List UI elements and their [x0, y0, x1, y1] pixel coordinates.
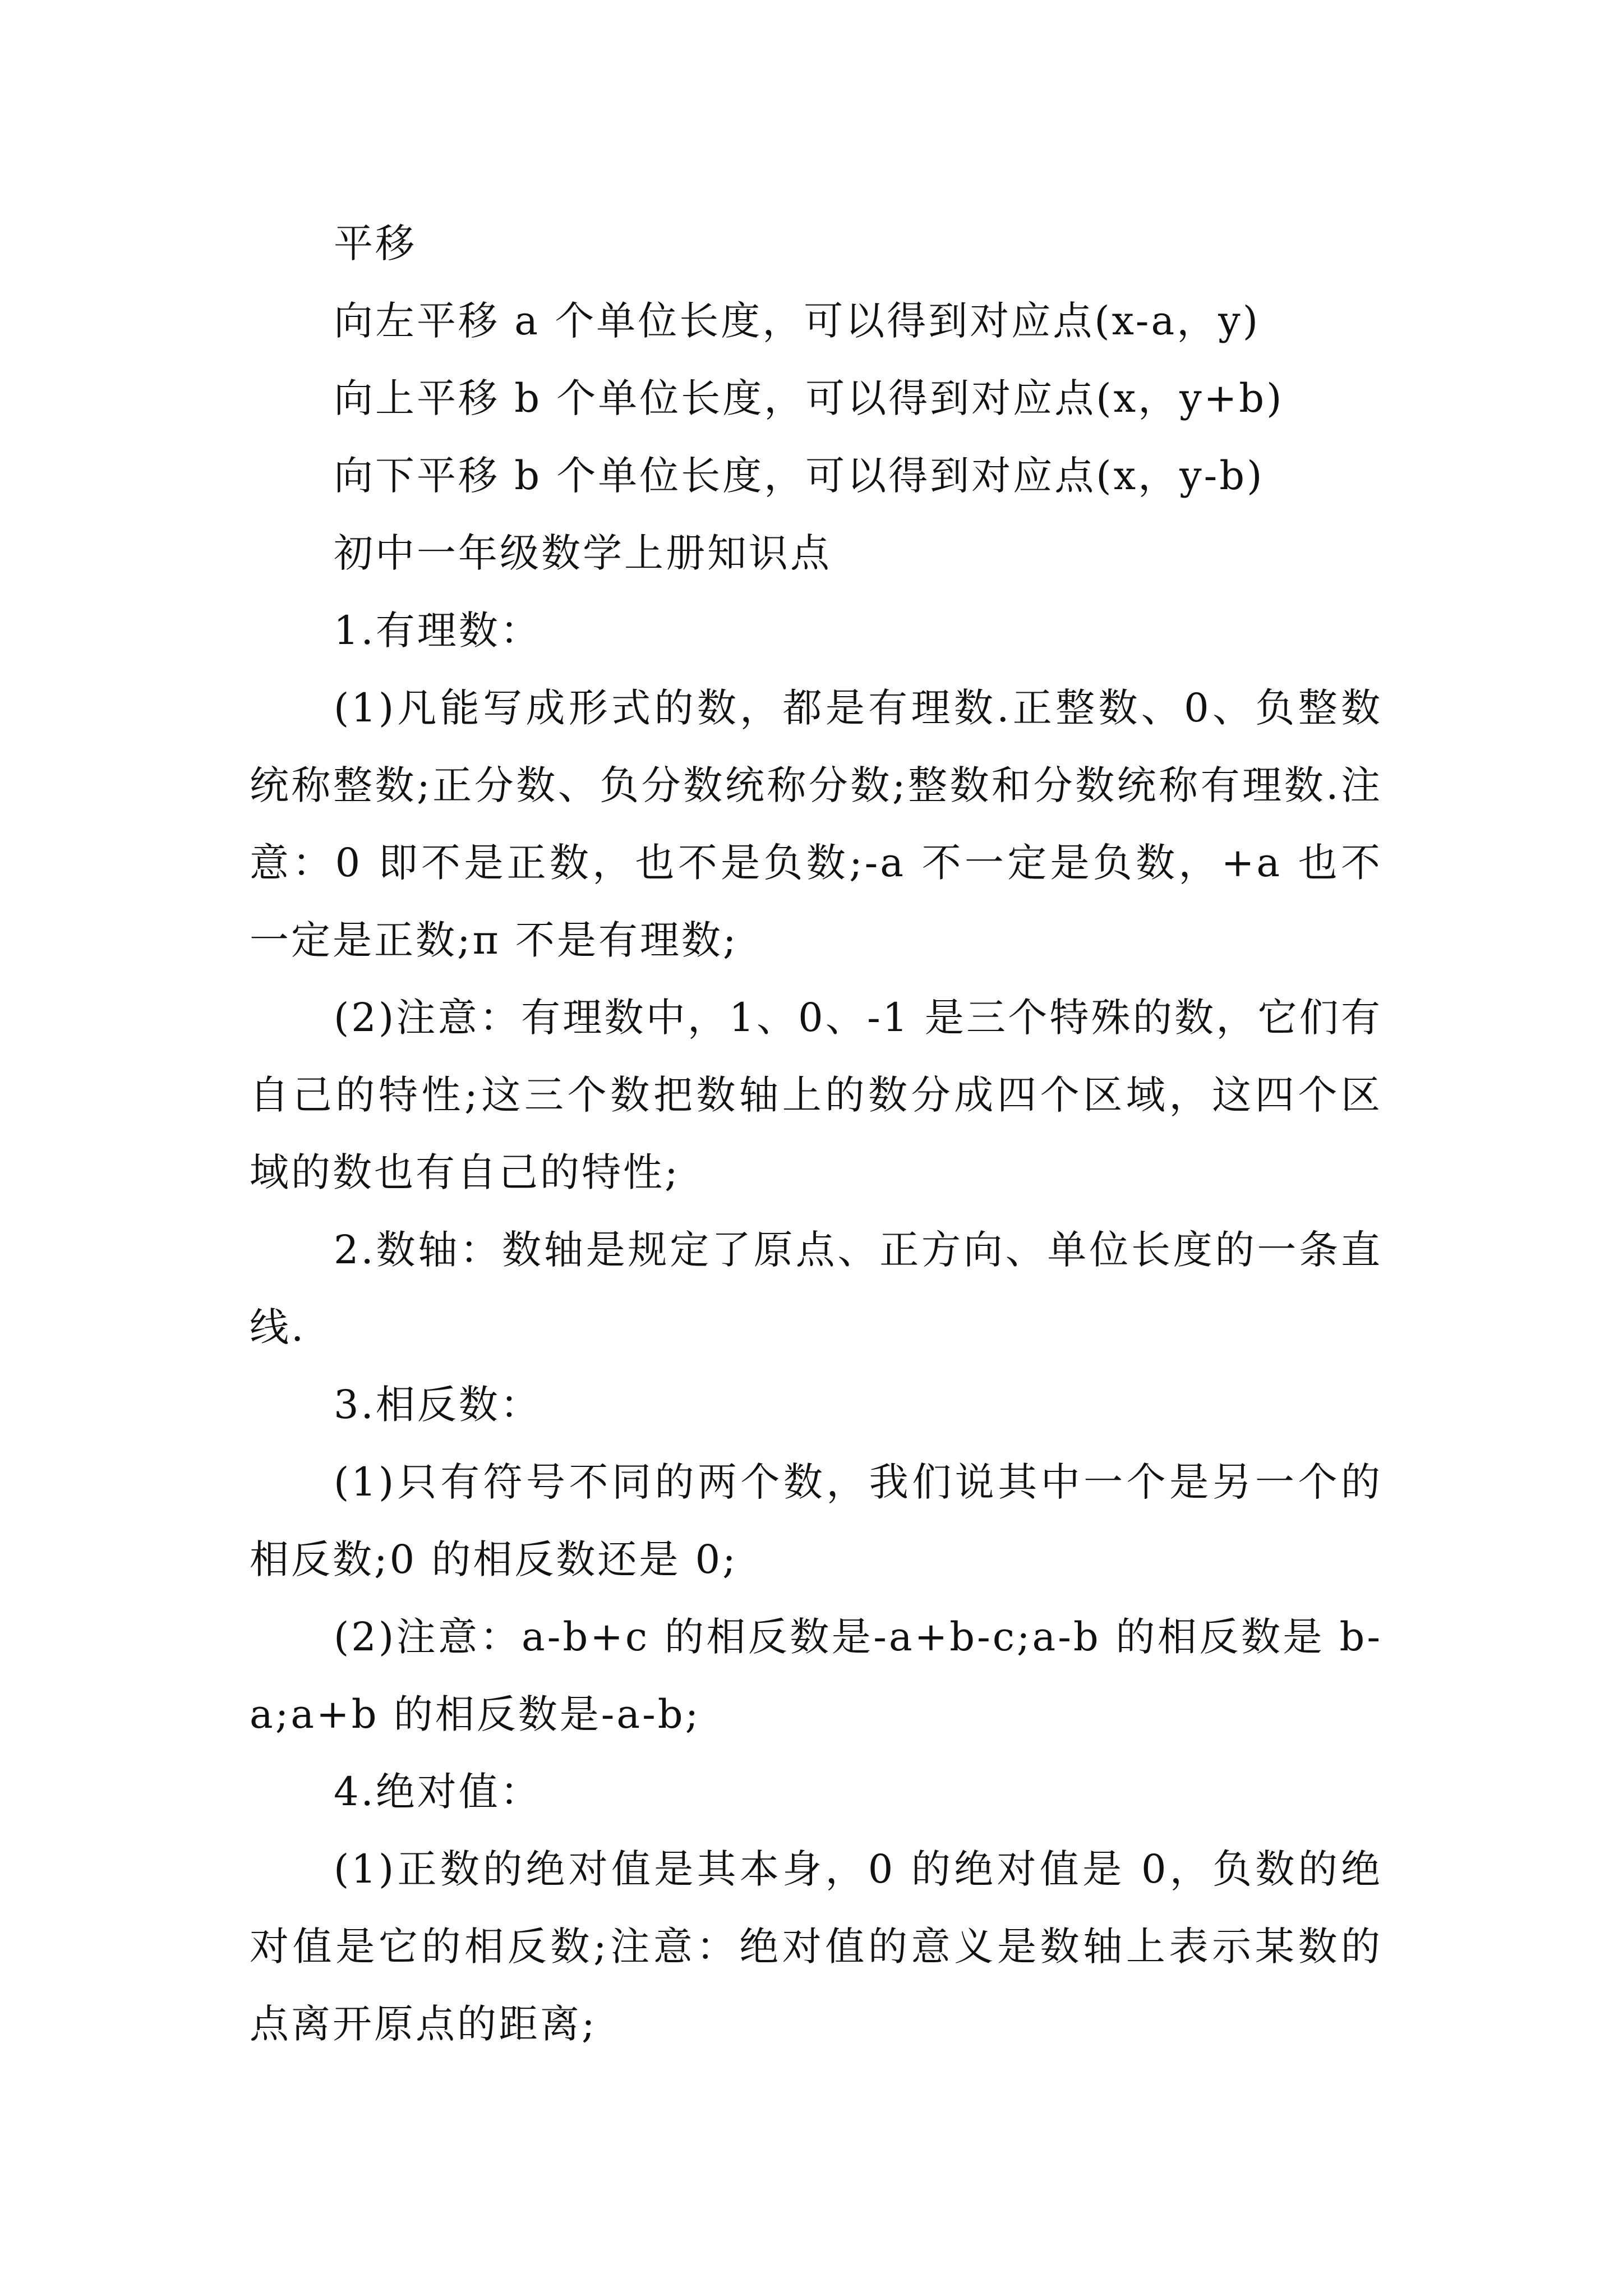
rational-numbers-point-1: (1)凡能写成形式的数，都是有理数.正整数、0、负整数统称整数;正分数、负分数统称分数;整数和分数统称有理数.注意：0 即不是正数，也不是负数;-a 不一定是负数，+a 也不一定是正数;π 不是有理数; [250, 685, 1382, 963]
document-body [250, 205, 1382, 2063]
translation-down-rule: 向下平移 b 个单位长度，可以得到对应点(x，y-b) [334, 453, 1265, 499]
opposite-numbers-point-2: (2)注意：a-b+c 的相反数是-a+b-c;a-b 的相反数是 b-a;a+b 的相反数是-a-b; [250, 1614, 1382, 1737]
translation-up-rule: 向上平移 b 个单位长度，可以得到对应点(x，y+b) [334, 375, 1284, 421]
translation-left-rule: 向左平移 a 个单位长度，可以得到对应点(x-a，y) [334, 298, 1261, 344]
number-line-definition: 2.数轴：数轴是规定了原点、正方向、单位长度的一条直线. [250, 1227, 1382, 1350]
topic-heading-opposite-numbers: 3.相反数： [334, 1382, 542, 1428]
topic-heading-rational-numbers: 1.有理数： [334, 608, 542, 654]
topic-heading-absolute-value: 4.绝对值： [334, 1769, 542, 1815]
section-heading-grade7-math: 初中一年级数学上册知识点 [334, 530, 832, 576]
rational-numbers-point-2: (2)注意：有理数中，1、0、-1 是三个特殊的数，它们有自己的特性;这三个数把数轴上的数分成四个区域，这四个区域的数也有自己的特性; [250, 995, 1382, 1195]
section-heading-translation: 平移 [334, 220, 417, 266]
absolute-value-point-1: (1)正数的绝对值是其本身，0 的绝对值是 0，负数的绝对值是它的相反数;注意：绝对值的意义是数轴上表示某数的点离开原点的距离; [250, 1846, 1382, 2047]
opposite-numbers-point-1: (1)只有符号不同的两个数，我们说其中一个是另一个的相反数;0 的相反数还是 0; [250, 1459, 1382, 1582]
